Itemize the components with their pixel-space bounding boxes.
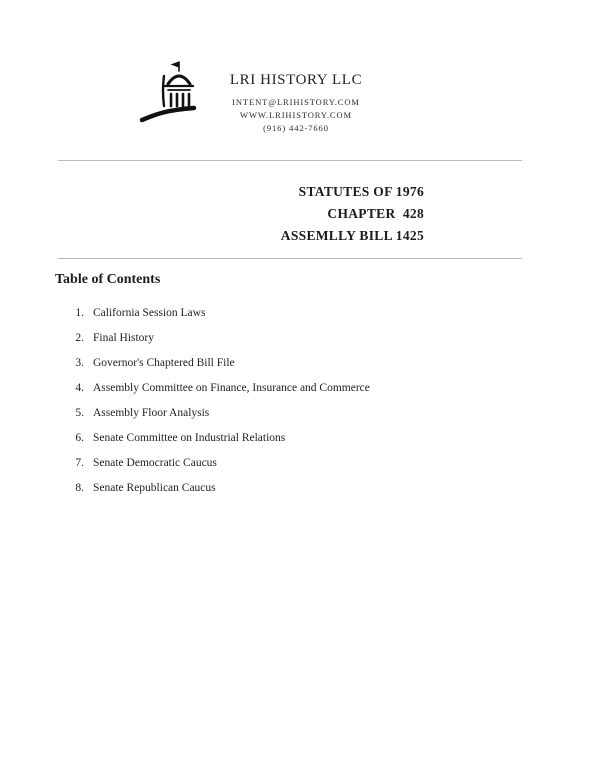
- toc-item: [66, 406, 370, 421]
- toc-item-number: 3.: [75, 357, 84, 369]
- toc-list: [66, 306, 370, 496]
- toc-item-number: 6.: [75, 432, 84, 444]
- toc-item: [66, 481, 370, 496]
- website-text: WWW.LRIHISTORY.COM: [240, 110, 352, 120]
- toc-item-label: Senate Democratic Caucus: [93, 457, 217, 469]
- toc-item-label: Senate Republican Caucus: [93, 482, 216, 494]
- letterhead: [196, 72, 396, 135]
- toc-item-label: Final History: [93, 332, 155, 344]
- email-text: INTENT@LRIHISTORY.COM: [232, 97, 360, 107]
- chapter-line: CHAPTER 428: [327, 206, 424, 221]
- statutes-line: STATUTES OF 1976: [298, 184, 424, 199]
- toc-item-number: 1.: [75, 307, 84, 319]
- capitol-dome-sketch-icon: [138, 56, 202, 136]
- toc-item-label: California Session Laws: [93, 307, 206, 319]
- toc-item: [66, 306, 370, 321]
- toc-item: [66, 331, 370, 346]
- toc-item-label: Assembly Floor Analysis: [93, 407, 210, 419]
- horizontal-rule-bottom: [58, 258, 522, 259]
- toc-item: [66, 381, 370, 396]
- toc-item: [66, 456, 370, 471]
- toc-item-number: 2.: [75, 332, 84, 344]
- toc-item-number: 4.: [75, 382, 84, 394]
- company-name: LRI HISTORY LLC: [229, 72, 363, 88]
- toc-item-label: Senate Committee on Industrial Relations: [93, 432, 286, 444]
- bill-line: ASSEMLLY BILL 1425: [280, 228, 424, 243]
- phone-text: (916) 442-7660: [263, 123, 329, 133]
- statute-heading: [281, 181, 424, 247]
- toc-item: [66, 356, 370, 371]
- horizontal-rule-top: [58, 160, 522, 161]
- toc-item: [66, 431, 370, 446]
- toc-item-number: 7.: [75, 457, 84, 469]
- toc-title: Table of Contents: [55, 272, 161, 287]
- toc-item-label: Governor's Chaptered Bill File: [93, 357, 235, 369]
- toc-item-number: 5.: [75, 407, 84, 419]
- toc-item-number: 8.: [75, 482, 84, 494]
- toc-item-label: Assembly Committee on Finance, Insurance and Commerce: [93, 382, 370, 394]
